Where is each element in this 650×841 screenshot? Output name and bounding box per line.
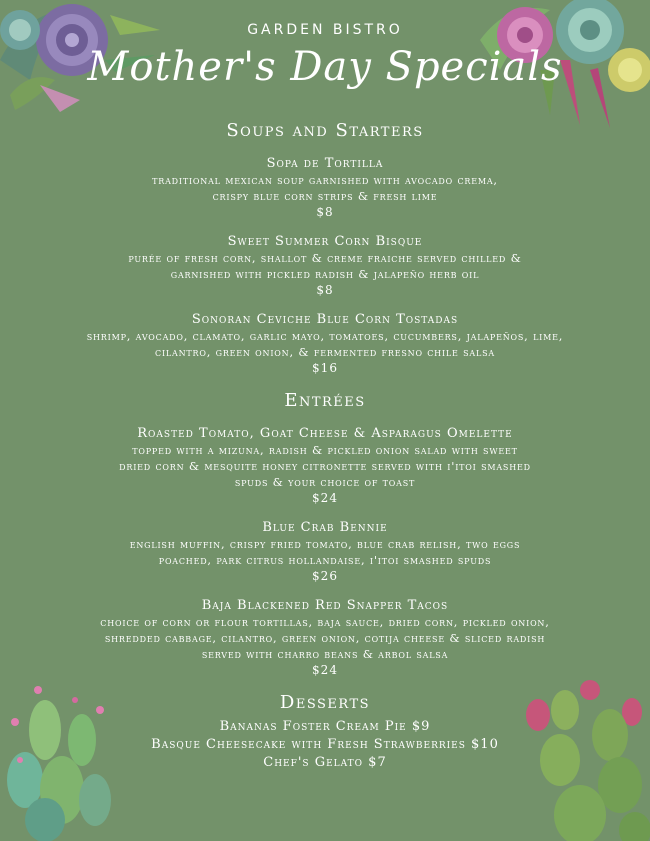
description-line: english muffin, crispy fried tomato, blue crab relish, two eggs (129, 537, 521, 551)
item-description (20, 172, 630, 204)
description-line: served with charro beans & arbol salsa (201, 647, 449, 661)
menu-item (20, 598, 630, 678)
menu-item (20, 426, 630, 506)
description-line: cilantro, green onion, & fermented fresno chile salsa (155, 345, 495, 359)
item-price: $26 (312, 569, 338, 583)
dessert-item: Bananas Foster Cream Pie $9 (219, 719, 431, 734)
description-line: spuds & your choice of toast (234, 475, 416, 489)
description-line: dried corn & mesquite honey citronette served with i'itoi smashed (119, 459, 531, 473)
description-line: purée of fresh corn, shallot & creme fraiche served chilled & (128, 251, 522, 265)
menu-item (20, 156, 630, 220)
menu-item (20, 234, 630, 298)
item-name: Baja Blackened Red Snapper Tacos (201, 598, 449, 613)
entrees-section-title: Entrées (284, 390, 366, 411)
item-name: Sweet Summer Corn Bisque (227, 234, 423, 249)
menu-item (20, 520, 630, 584)
item-name: Blue Crab Bennie (262, 520, 388, 535)
menu-header (0, 0, 650, 110)
menu-title: Mother's Day Specials (87, 44, 563, 90)
item-description (20, 536, 630, 568)
soups-section-title: Soups and Starters (226, 120, 424, 141)
item-name: Roasted Tomato, Goat Cheese & Asparagus Omelette (137, 426, 513, 441)
dessert-item: Chef's Gelato $7 (263, 755, 387, 770)
item-price: $24 (312, 491, 338, 505)
desserts-section-title: Desserts (279, 692, 371, 713)
item-description (20, 250, 630, 282)
description-line: poached, park citrus hollandaise, i'itoi smashed spuds (158, 553, 492, 567)
description-line: choice of corn or flour tortillas, baja sauce, dried corn, pickled onion, (100, 615, 550, 629)
description-line: traditional mexican soup garnished with avocado crema, (152, 173, 498, 187)
item-price: $8 (316, 283, 334, 297)
dessert-item: Basque Cheesecake with Fresh Strawberries $10 (151, 737, 499, 752)
item-price: $8 (316, 205, 334, 219)
description-line: shredded cabbage, cilantro, green onion, cotija cheese & sliced radish (104, 631, 546, 645)
description-line: topped with a mizuna, radish & pickled onion salad with sweet (132, 443, 518, 457)
item-name: Sonoran Ceviche Blue Corn Tostadas (191, 312, 459, 327)
cactus-icon (0, 670, 125, 841)
item-price: $16 (312, 361, 338, 375)
description-line: shrimp, avocado, clamato, garlic mayo, tomatoes, cucumbers, jalapeños, lime, (86, 329, 564, 343)
description-line: garnished with pickled radish & jalapeño herb oil (170, 267, 480, 281)
restaurant-name: GARDEN BISTRO (247, 22, 403, 38)
menu-item (20, 312, 630, 376)
item-name: Sopa de Tortilla (266, 156, 384, 171)
item-price: $24 (312, 663, 338, 677)
item-description (20, 442, 630, 490)
item-description (20, 614, 630, 662)
description-line: crispy blue corn strips & fresh lime (212, 189, 438, 203)
prickly-pear-icon (520, 680, 650, 841)
item-description (20, 328, 630, 360)
